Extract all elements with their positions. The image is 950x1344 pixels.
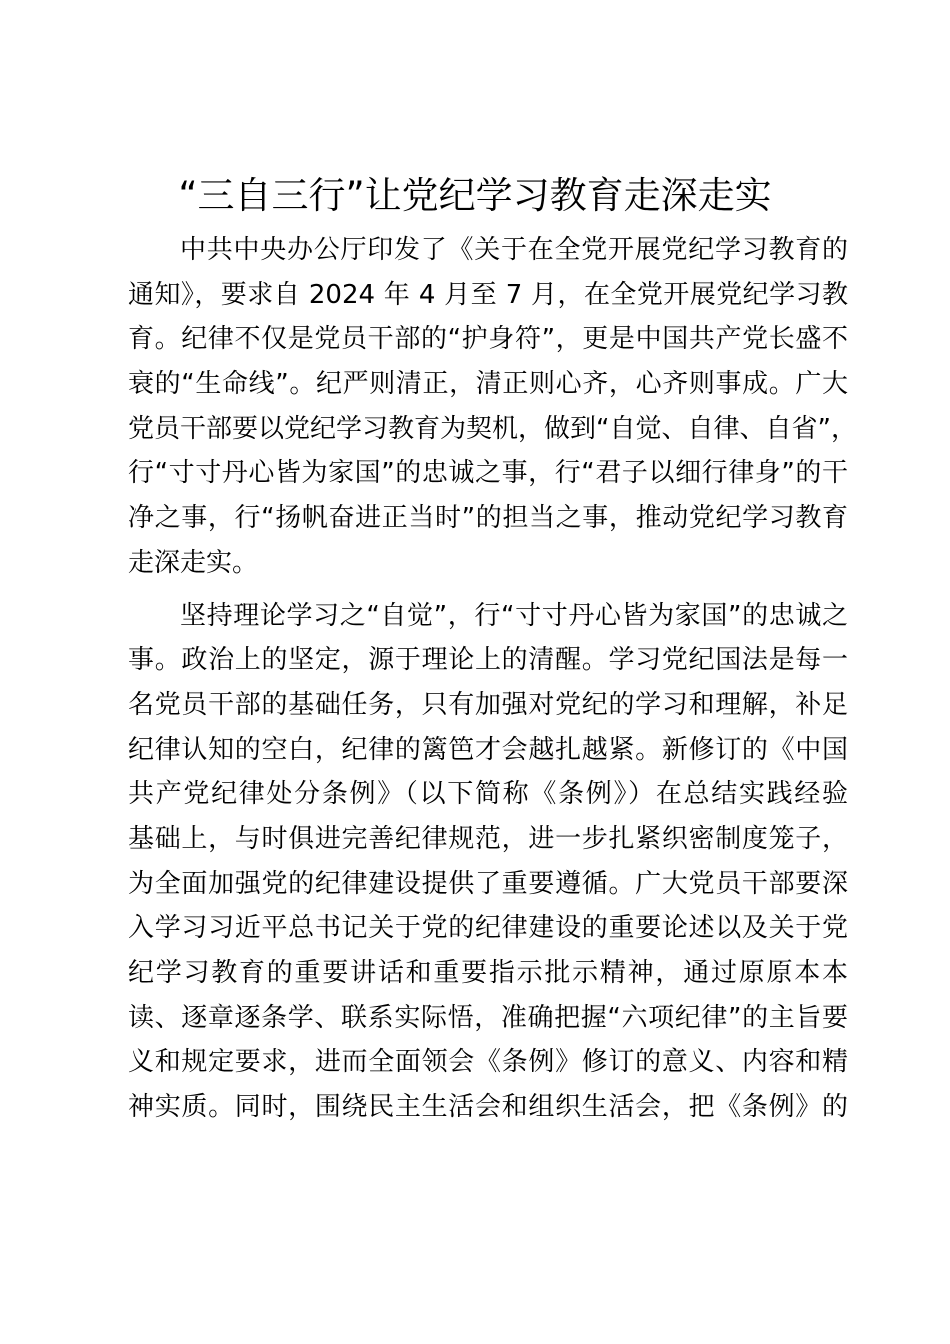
paragraph-line: 神实质。同时，围绕民主生活会和组织生活会，把《条例》的 <box>128 1092 848 1123</box>
paragraph-line: 党员干部要以党纪学习教育为契机，做到“自觉、自律、自省”， <box>128 413 857 444</box>
paragraph-line: 为全面加强党的纪律建设提供了重要遵循。广大党员干部要深 <box>128 868 848 899</box>
paragraph-line: 名党员干部的基础任务，只有加强对党纪的学习和理解，补足 <box>128 689 848 720</box>
document-title: “三自三行”让党纪学习教育走深走实 <box>178 174 772 217</box>
paragraph-line: 基础上，与时俱进完善纪律规范，进一步扎紧织密制度笼子， <box>128 823 848 854</box>
paragraph-line: 事。政治上的坚定，源于理论上的清醒。学习党纪国法是每一 <box>128 645 848 676</box>
paragraph-line: 净之事，行“扬帆奋进正当时”的担当之事，推动党纪学习教育 <box>128 503 848 534</box>
paragraph-line: 坚持理论学习之“自觉”，行“寸寸丹心皆为家国”的忠诚之 <box>180 600 848 631</box>
paragraph-line: 衰的“生命线”。纪严则清正，清正则心齐，心齐则事成。广大 <box>128 369 848 400</box>
paragraph-line: 行“寸寸丹心皆为家国”的忠诚之事，行“君子以细行律身”的干 <box>128 458 848 489</box>
paragraph-line: 通知》，要求自 2024 年 4 月至 7 月，在全党开展党纪学习教 <box>128 279 848 310</box>
paragraph-line: 读、逐章逐条学、联系实际悟，准确把握“六项纪律”的主旨要 <box>128 1002 848 1033</box>
paragraph-line: 纪律认知的空白，纪律的篱笆才会越扎越紧。新修订的《中国 <box>128 734 848 765</box>
document-body <box>128 228 857 1130</box>
paragraph-line: 入学习习近平总书记关于党的纪律建设的重要论述以及关于党 <box>128 913 848 944</box>
paragraph-2 <box>128 594 848 1130</box>
paragraph-line: 中共中央办公厅印发了《关于在全党开展党纪学习教育的 <box>180 235 848 265</box>
paragraph-line: 育。纪律不仅是党员干部的“护身符”，更是中国共产党长盛不 <box>128 324 848 355</box>
paragraph-line: 义和规定要求，进而全面领会《条例》修订的意义、内容和精 <box>128 1047 848 1078</box>
paragraph-1 <box>128 228 857 586</box>
paragraph-line: 走深走实。 <box>128 547 259 578</box>
paragraph-spacer <box>128 586 848 594</box>
paragraph-line: 纪学习教育的重要讲话和重要指示批示精神，通过原原本本 <box>128 958 848 988</box>
paragraph-line: 共产党纪律处分条例》（以下简称《条例》）在总结实践经验 <box>128 779 848 810</box>
